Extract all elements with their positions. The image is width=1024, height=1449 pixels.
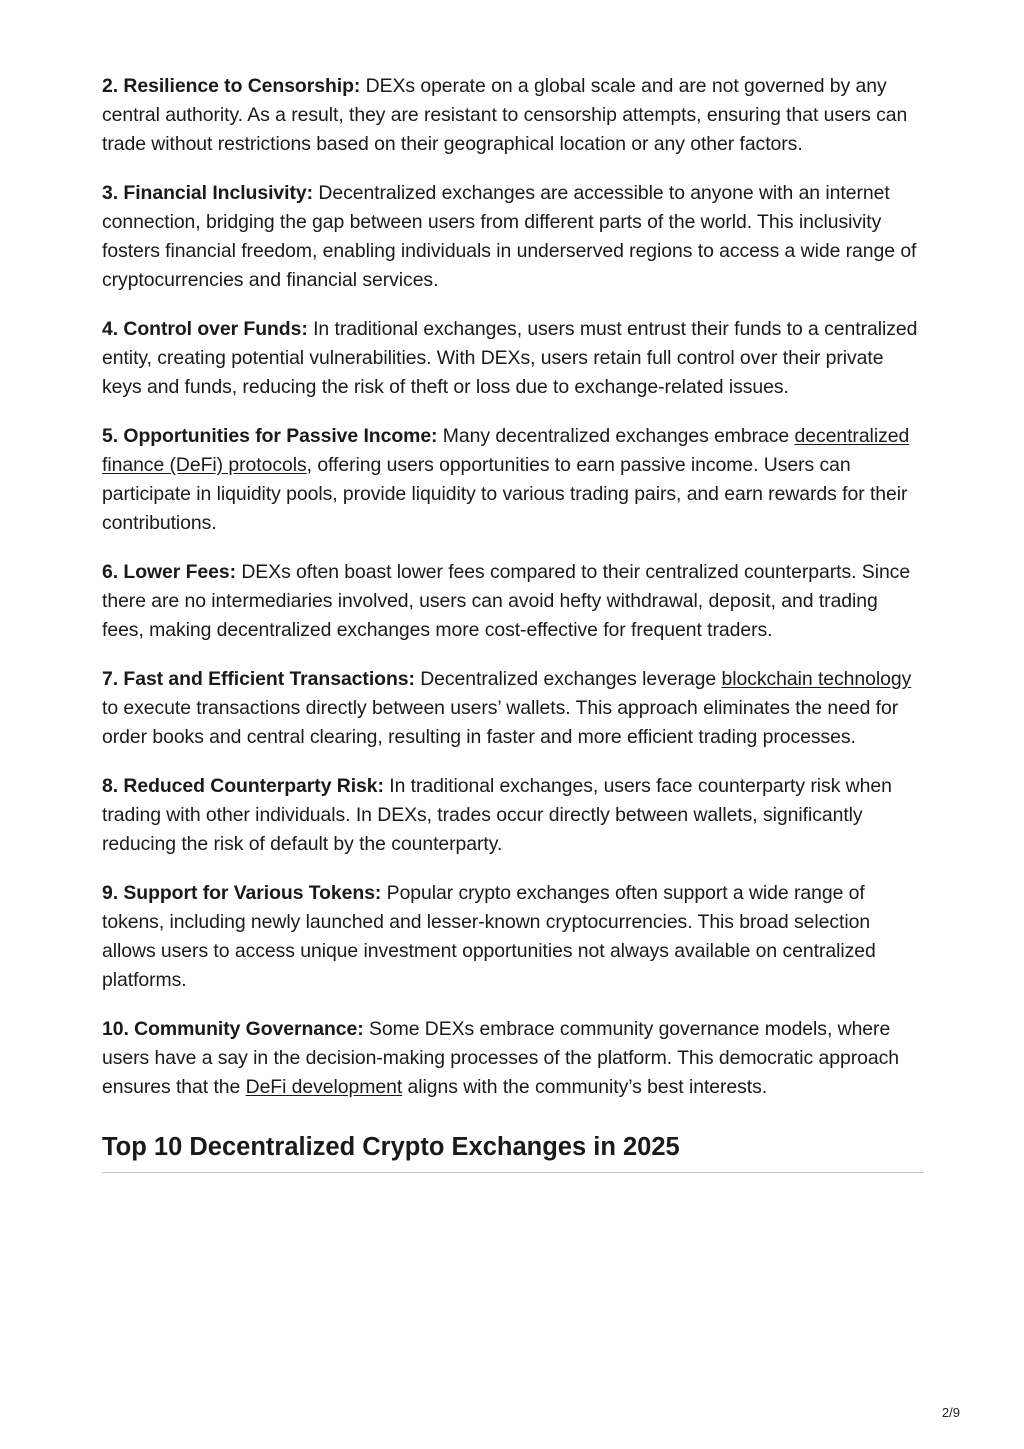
- benefit-title: 7. Fast and Efficient Transactions:: [102, 668, 415, 690]
- benefit-paragraph-transactions: [102, 665, 924, 752]
- benefit-text: Decentralized exchanges leverage: [414, 668, 722, 690]
- benefit-paragraph-tokens: [102, 879, 924, 995]
- benefit-text: DEXs often boast lower fees compared to their centralized counterparts. Since there are no intermediaries involved, users can avoid hefty withdrawal, deposit, and trading fees, making decentralized exchanges more cost-effective for frequent traders.: [102, 561, 911, 641]
- benefit-text: Many decentralized exchanges embrace: [437, 425, 795, 447]
- benefit-text-continued: , offering users opportunities to earn passive income. Users can participate in liquidity pools, provide liquidity to various trading pairs, and earn rewards for their contributions.: [102, 454, 908, 534]
- benefit-text-continued: aligns with the community’s best interests.: [402, 1076, 768, 1098]
- blockchain-technology-link[interactable]: blockchain technology: [721, 668, 912, 690]
- defi-development-link[interactable]: DeFi development: [245, 1076, 403, 1098]
- page-number: 2/9: [941, 1405, 960, 1420]
- benefit-paragraph-inclusivity: [102, 179, 924, 295]
- benefit-title: 2. Resilience to Censorship:: [102, 75, 361, 97]
- benefit-title: 4. Control over Funds:: [102, 318, 308, 340]
- benefit-text: DEXs operate on a global scale and are not governed by any central authority. As a result, they are resistant to censorship attempts, ensuring that users can trade without restrictions based on their geographical location or any other factors.: [102, 75, 908, 155]
- benefit-text: Some DEXs embrace community governance models, where users have a say in the decision-making processes of the platform. This democratic approach ensures that the: [102, 1018, 899, 1098]
- benefit-title: 3. Financial Inclusivity:: [102, 182, 314, 204]
- benefit-paragraph-fees: [102, 558, 924, 645]
- defi-protocols-link[interactable]: decentralized finance (DeFi) protocols: [102, 425, 910, 476]
- benefit-text: In traditional exchanges, users face counterparty risk when trading with other individuals. In DEXs, trades occur directly between wallets, significantly reducing the risk of default by the counterparty.: [102, 775, 892, 855]
- benefit-text: In traditional exchanges, users must entrust their funds to a centralized entity, creating potential vulnerabilities. With DEXs, users retain full control over their private keys and funds, reducing the risk of theft or loss due to exchange-related issues.: [102, 318, 918, 398]
- benefit-paragraph-resilience: [102, 72, 924, 159]
- benefit-text: Decentralized exchanges are accessible to anyone with an internet connection, bridging the gap between users from different parts of the world. This inclusivity fosters financial freedom, enabling individuals in underserved regions to access a wide range of cryptocurrencies and financial services.: [102, 182, 917, 291]
- benefit-text: Popular crypto exchanges often support a wide range of tokens, including newly launched and lesser-known cryptocurrencies. This broad selection allows users to access unique investment opportunities not always available on centralized platforms.: [102, 882, 876, 991]
- benefit-title: 10. Community Governance:: [102, 1018, 364, 1040]
- section-heading: Top 10 Decentralized Crypto Exchanges in 2025: [102, 1130, 924, 1173]
- article-body: [102, 72, 924, 1173]
- benefit-title: 5. Opportunities for Passive Income:: [102, 425, 438, 447]
- benefit-title: 6. Lower Fees:: [102, 561, 237, 583]
- benefit-paragraph-counterparty: [102, 772, 924, 859]
- benefit-paragraph-passive-income: [102, 422, 924, 538]
- benefit-text-continued: to execute transactions directly between users’ wallets. This approach eliminates the need for order books and central clearing, resulting in faster and more efficient trading processes.: [102, 697, 899, 748]
- benefit-paragraph-control: [102, 315, 924, 402]
- benefit-title: 9. Support for Various Tokens:: [102, 882, 382, 904]
- benefit-title: 8. Reduced Counterparty Risk:: [102, 775, 384, 797]
- benefit-paragraph-governance: [102, 1015, 924, 1102]
